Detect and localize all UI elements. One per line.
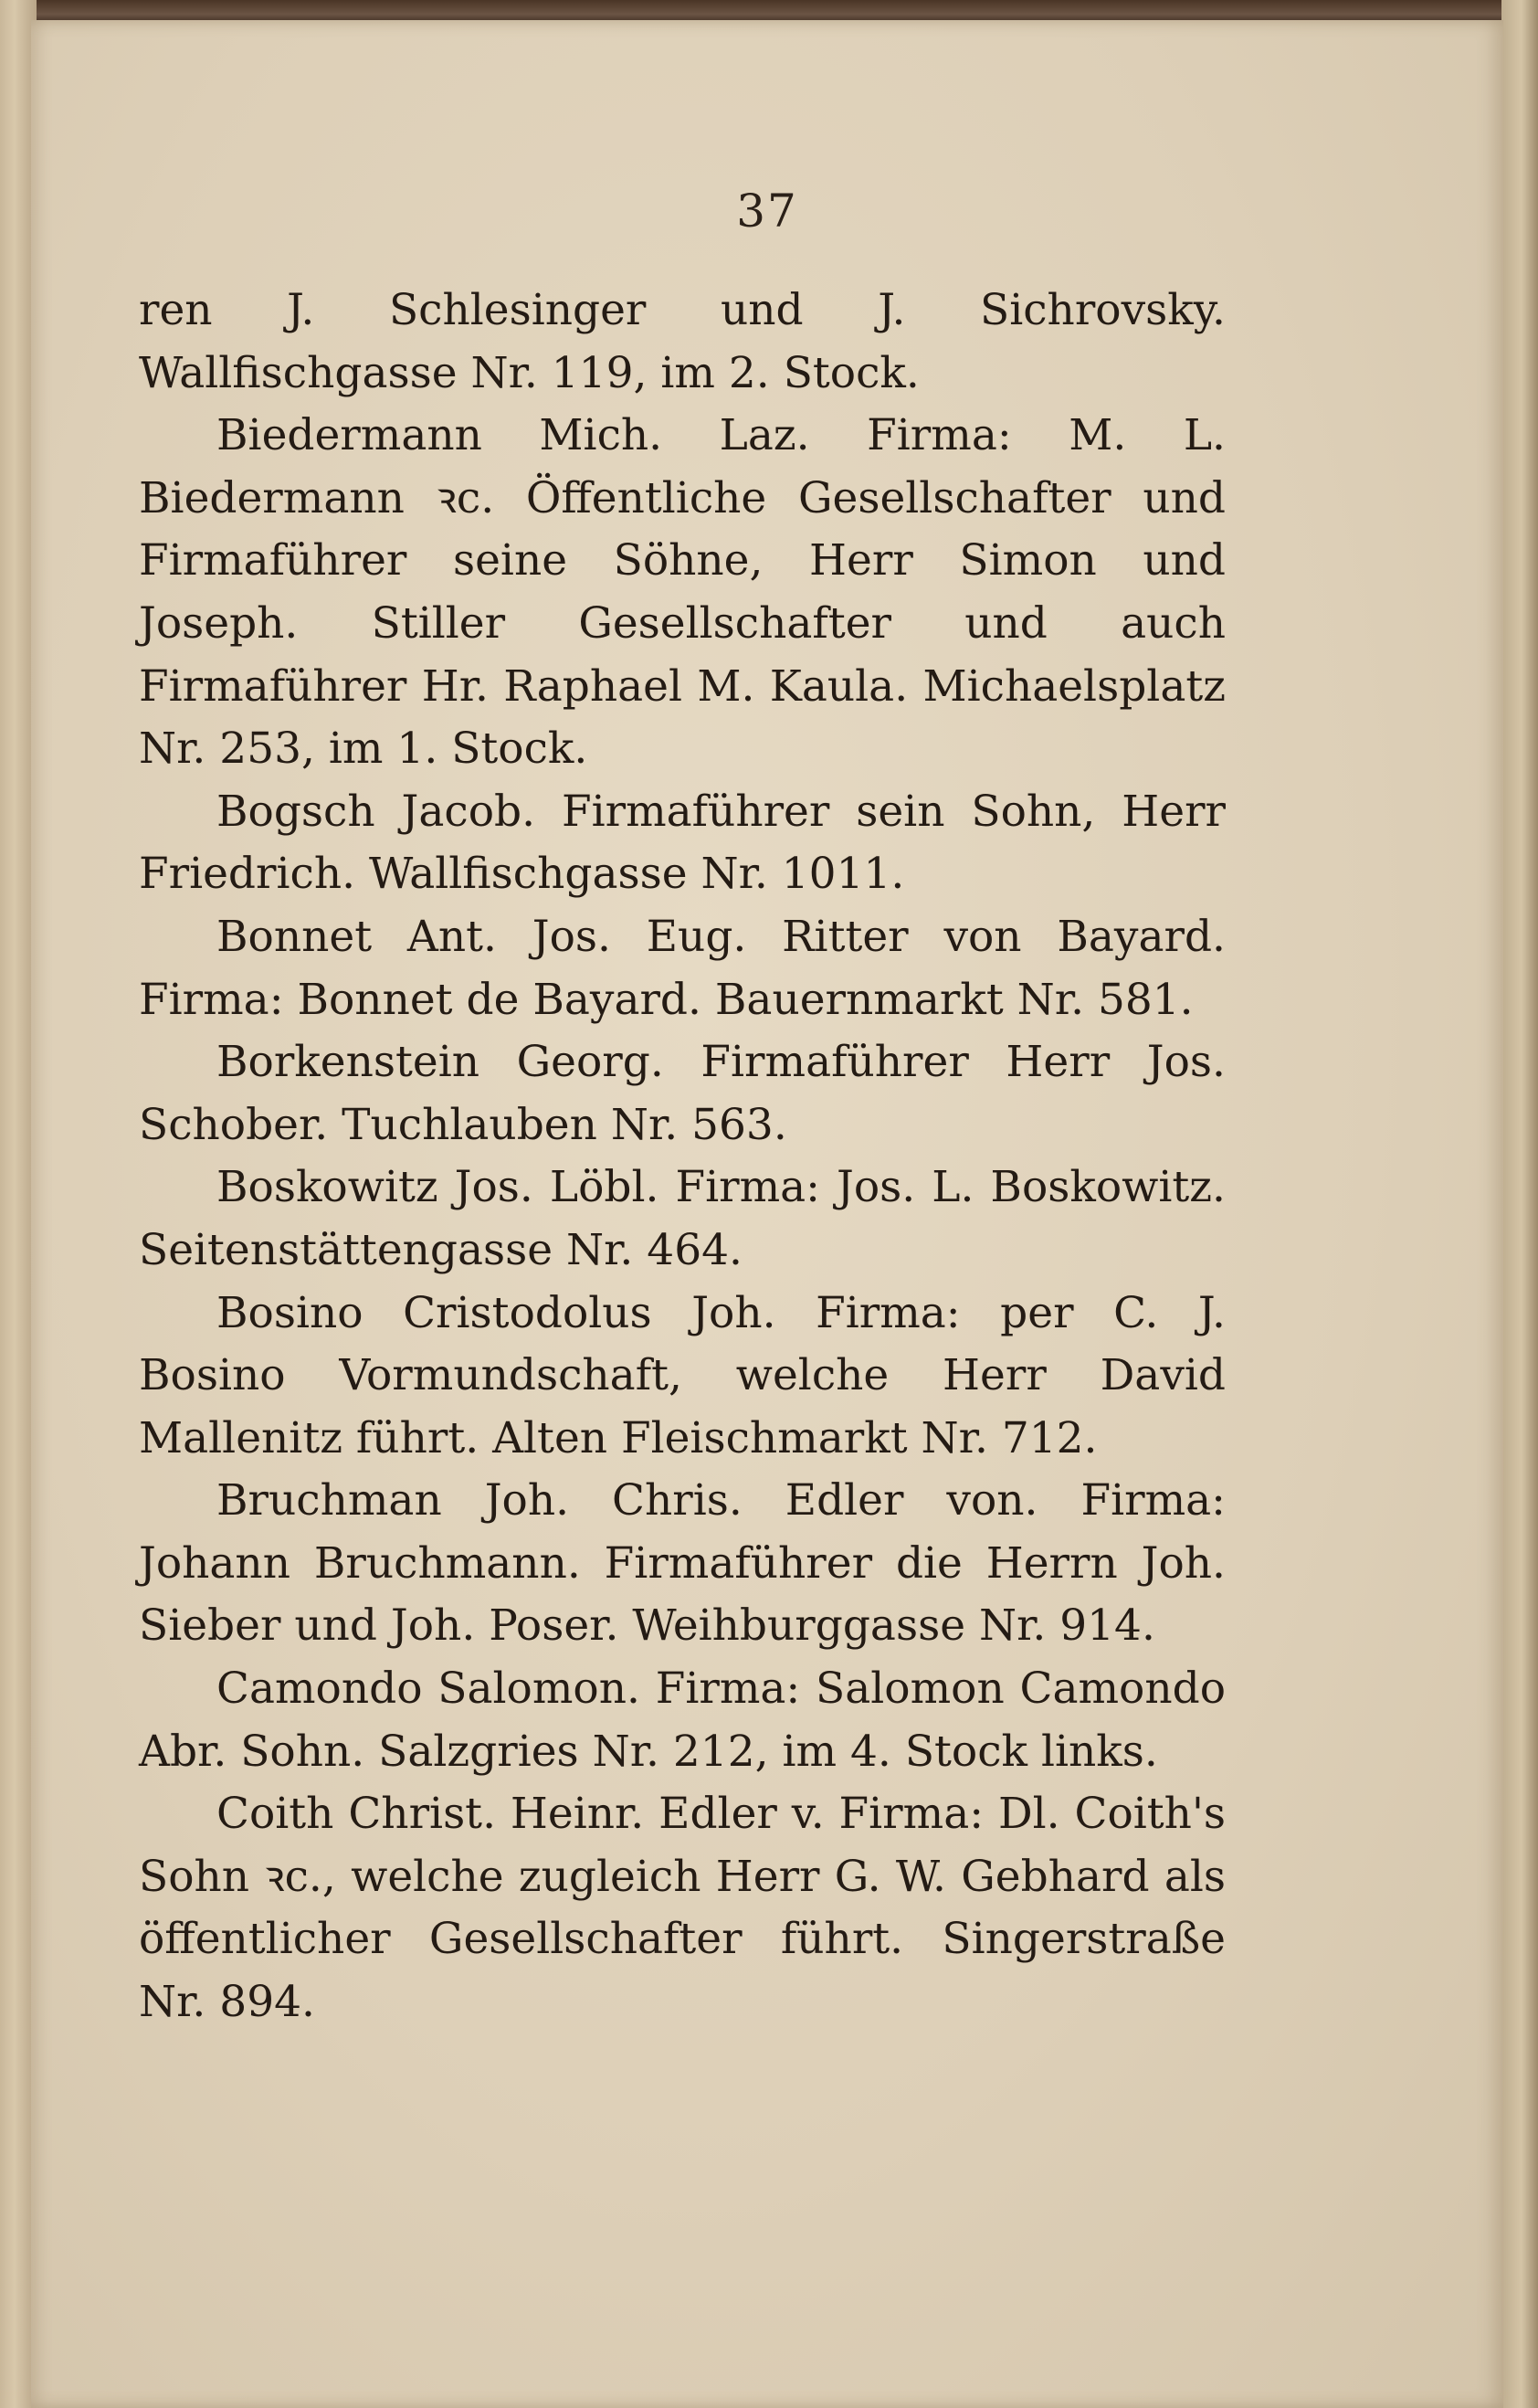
- entry-continued-schlesinger: ren J. Schlesinger und J. Sichrovsky. Wallfischgasse Nr. 119, im 2. Stock.: [139, 285, 1226, 398]
- entry-biedermann: Biedermann Mich. Laz. Firma: M. L. Biedermann ꝛc. Öffentliche Gesellschafter und Firmaführer seine Söhne, Herr Simon und Joseph. Stiller Gesellschafter und auch Firmaführer Hr. Raphael M. Kaula. Michaelsplatz Nr. 253, im 1. Stock.: [139, 410, 1226, 775]
- entry-bruchman: Bruchman Joh. Chris. Edler von. Firma: Johann Bruchmann. Firmaführer die Herrn Joh. Sieber und Joh. Poser. Weihburggasse Nr. 914.: [139, 1475, 1226, 1652]
- directory-text: [139, 280, 1226, 2034]
- entry-boskowitz: Boskowitz Jos. Löbl. Firma: Jos. L. Boskowitz. Seitenstättengasse Nr. 464.: [139, 1162, 1226, 1275]
- entry-bonnet: Bonnet Ant. Jos. Eug. Ritter von Bayard. Firma: Bonnet de Bayard. Bauernmarkt Nr. 581.: [139, 911, 1226, 1025]
- entry-borkenstein: Borkenstein Georg. Firmaführer Herr Jos. Schober. Tuchlauben Nr. 563.: [139, 1037, 1226, 1150]
- paper-page: [31, 20, 1503, 2408]
- entry-camondo: Camondo Salomon. Firma: Salomon Camondo Abr. Sohn. Salzgries Nr. 212, im 4. Stock links.: [139, 1663, 1226, 1777]
- page-number: 37: [736, 185, 798, 238]
- entry-bogsch: Bogsch Jacob. Firmaführer sein Sohn, Herr Friedrich. Wallfischgasse Nr. 1011.: [139, 786, 1226, 900]
- entry-bosino: Bosino Cristodolus Joh. Firma: per C. J. Bosino Vormundschaft, welche Herr David Mallenitz führt. Alten Fleischmarkt Nr. 712.: [139, 1287, 1226, 1463]
- book-right-edge: [1501, 0, 1538, 2408]
- entry-coith: Coith Christ. Heinr. Edler v. Firma: Dl. Coith's Sohn ꝛc., welche zugleich Herr G. W. Gebhard als öffentlicher Gesellschafter führt. Singerstraße Nr. 894.: [139, 1789, 1226, 2028]
